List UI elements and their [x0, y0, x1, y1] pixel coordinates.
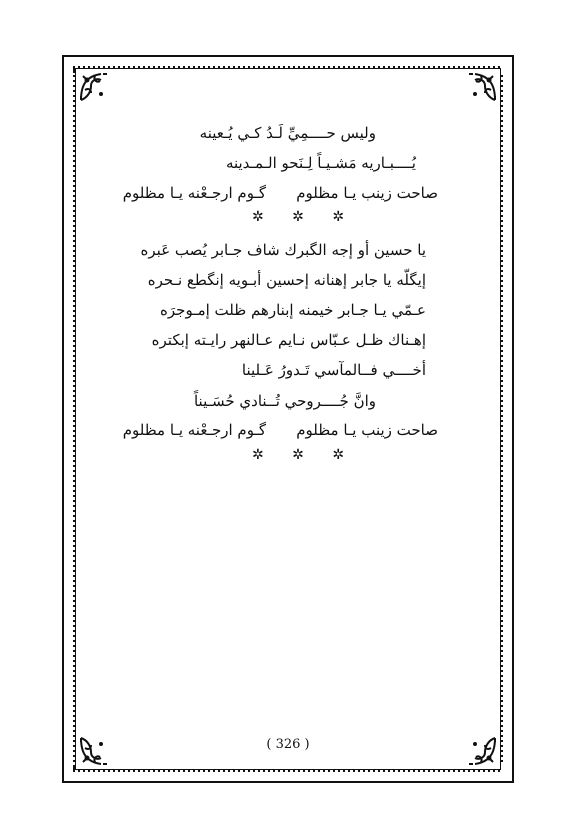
poem-line: يا حسين أو إجه الگبرك شاف جـابر يُصب عَبره — [140, 241, 426, 259]
poem-line: يُــــبـاريه مَشـيـاً لِـنَحو الـمـدينه — [225, 154, 416, 172]
corner-flourish-icon — [465, 70, 499, 104]
poem-line: وليس حــــمِيِّ لَـدُ كـي يُـعينه — [199, 124, 376, 142]
poem-line: وانَّ جُــــروحي تُــنادي حُسَـيناً — [193, 392, 376, 410]
poem-line: عـمّي يـا جـابر خيمنه إبنارهم ظلت إمـوجرَه — [160, 301, 426, 319]
refrain-line: صاحت زينب يـا مظلوم — [296, 184, 438, 202]
poem-line: إهـناك ظـل عـبّاس نـايم عـالنهر رايـته إبكتره — [151, 331, 426, 349]
corner-flourish-icon — [77, 70, 111, 104]
refrain-line: گـوم ارجـعْنه يـا مظلوم — [122, 421, 266, 439]
refrain-line: صاحت زينب يـا مظلوم — [296, 421, 438, 439]
stanza-separator: ✲ ✲ ✲ — [252, 447, 357, 463]
refrain-line: گـوم ارجـعْنه يـا مظلوم — [122, 184, 266, 202]
page-number: ( 326 ) — [266, 737, 310, 752]
page-border-inner — [75, 68, 501, 770]
poem-line: إيگلّه يا جابر إهنانه إحسين أبـويه إنگطع نـحره — [147, 271, 426, 289]
poem-line: أخــــي فــالمآسي تَـدورُ عَـلينا — [241, 361, 426, 379]
stanza-separator: ✲ ✲ ✲ — [252, 209, 357, 225]
